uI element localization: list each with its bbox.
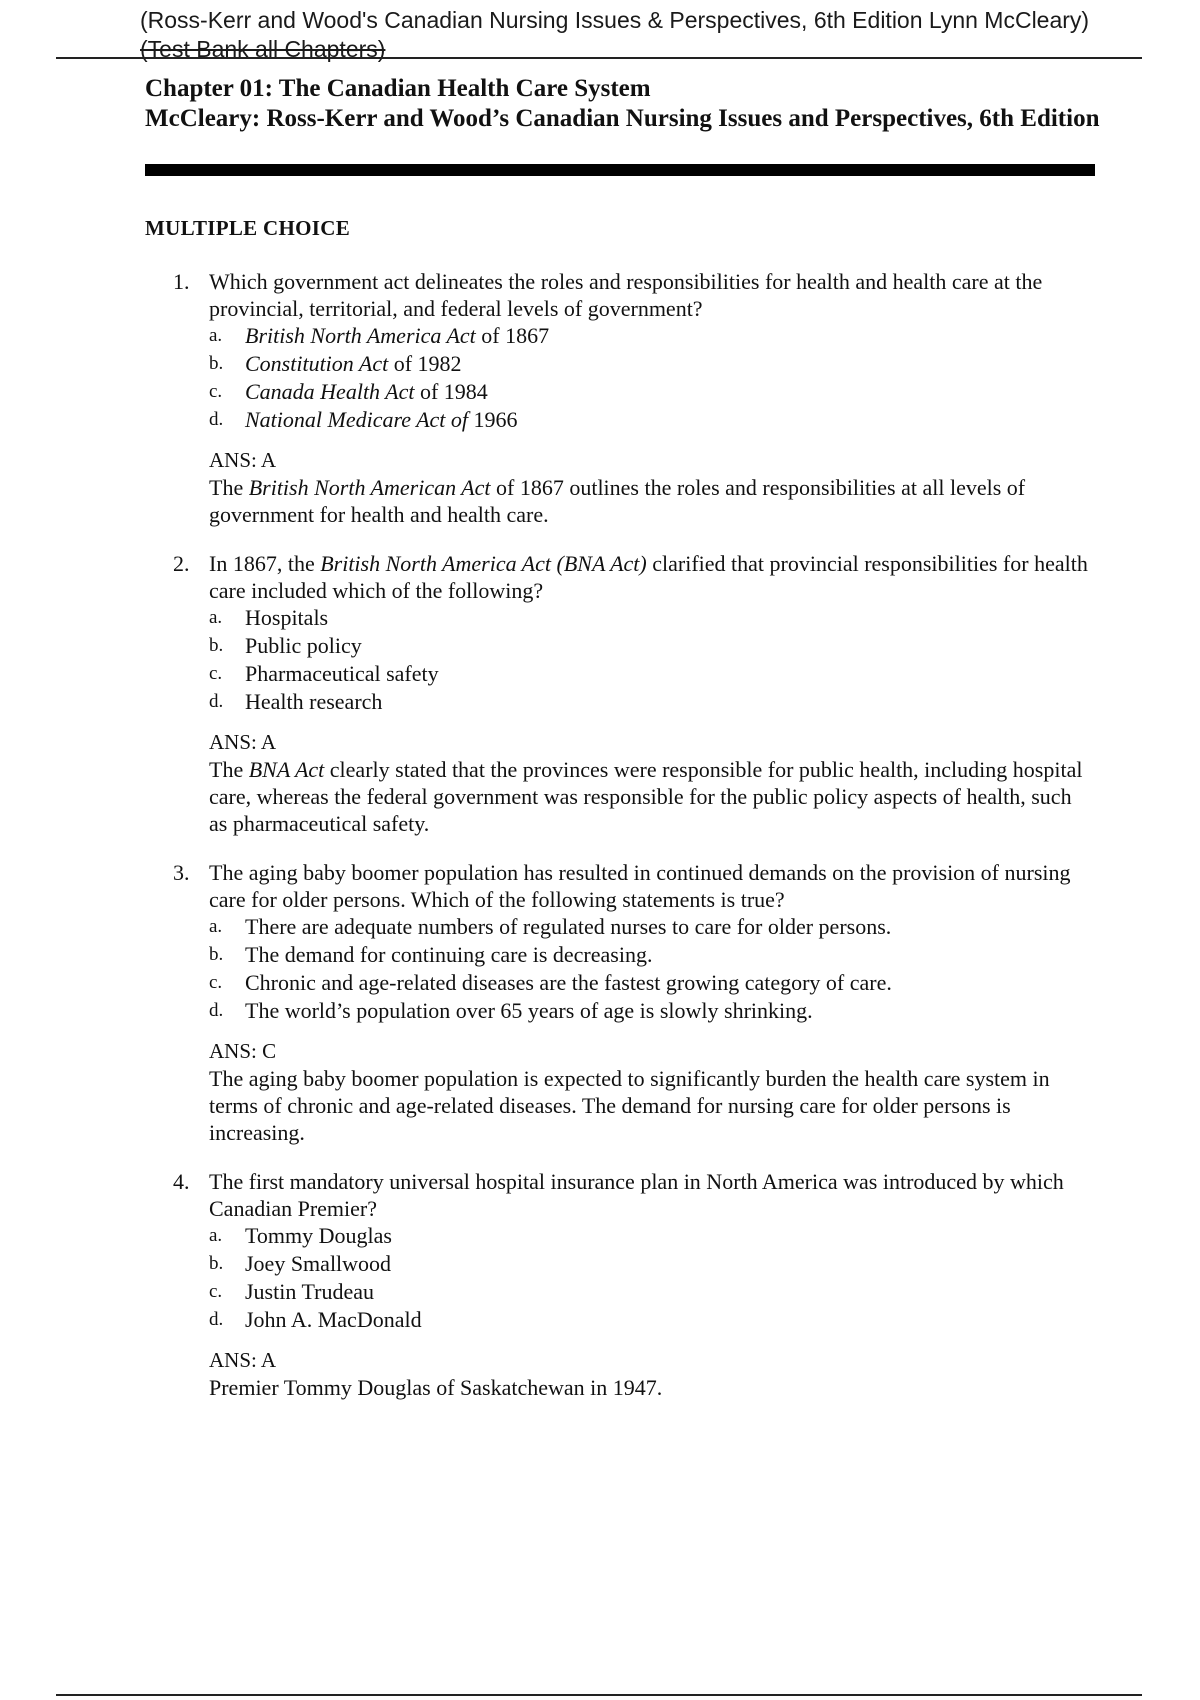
- rationale-text: The: [209, 757, 249, 782]
- chapter-divider: [145, 164, 1095, 176]
- rationale-text: The: [209, 475, 249, 500]
- option-b: [209, 350, 1200, 378]
- option-letter: b.: [209, 1253, 224, 1274]
- document-header: [140, 6, 1190, 64]
- option-letter: c.: [209, 663, 223, 684]
- header-title-line: (Ross-Kerr and Wood's Canadian Nursing Issues & Perspectives, 6th Edition Lynn McCleary): [140, 7, 1090, 33]
- option-c: [209, 1278, 1200, 1306]
- option-c: [209, 660, 1200, 688]
- question-text: [209, 550, 1089, 604]
- act-title: Constitution Act: [245, 351, 389, 376]
- answer-rationale: [209, 756, 1089, 837]
- option-letter: c.: [209, 1281, 223, 1302]
- chapter-subtitle: McCleary: Ross-Kerr and Wood’s Canadian Nursing Issues and Perspectives, 6th Edition: [145, 105, 1100, 132]
- footer-divider: [56, 1694, 1142, 1696]
- option-letter: a.: [209, 1225, 223, 1246]
- option-letter: a.: [209, 607, 223, 628]
- option-d: [209, 1306, 1200, 1334]
- act-year: of 1982: [388, 351, 462, 376]
- question-text-emphasis: British North America Act (BNA Act): [320, 551, 647, 576]
- question-number: 3.: [173, 860, 190, 885]
- option-text: There are adequate numbers of regulated nurses to care for older persons.: [245, 914, 892, 939]
- question-number: 4.: [173, 1169, 190, 1194]
- option-a: [209, 604, 1200, 632]
- question-list: [0, 268, 1200, 1423]
- option-text: Chronic and age-related diseases are the fastest growing category of care.: [245, 970, 892, 995]
- act-title: Canada Health Act: [245, 379, 415, 404]
- option-text: Joey Smallwood: [245, 1251, 392, 1276]
- option-a: [209, 1222, 1200, 1250]
- option-a: [209, 322, 1200, 350]
- option-letter: a.: [209, 916, 223, 937]
- chapter-heading: [145, 74, 1105, 134]
- option-c: [209, 378, 1200, 406]
- act-year: 1966: [468, 407, 518, 432]
- option-text: [245, 322, 549, 349]
- option-letter: b.: [209, 353, 224, 374]
- option-b: [209, 1250, 1200, 1278]
- option-d: [209, 997, 1200, 1025]
- question-4: [0, 1168, 1200, 1401]
- answer-label: ANS: A: [209, 448, 277, 472]
- answer-rationale: [209, 474, 1089, 528]
- option-letter: d.: [209, 1000, 224, 1021]
- rationale-emphasis: British North American Act: [248, 475, 491, 500]
- header-divider: [56, 57, 1142, 59]
- question-number: 1.: [173, 269, 190, 294]
- option-a: [209, 913, 1200, 941]
- option-text: Health research: [245, 689, 383, 714]
- option-text: [245, 406, 518, 433]
- question-text: The aging baby boomer population has resulted in continued demands on the provision of nursing care for older persons. Which of the following statements is true?: [209, 860, 1071, 912]
- question-text-part: clarified that provincial responsibilities for health care included which of the following?: [209, 551, 1088, 603]
- answer-rationale: The aging baby boomer population is expected to significantly burden the health care system in terms of chronic and age-related diseases. The demand for nursing care for older persons is increasing.: [209, 1066, 1050, 1145]
- option-text: [245, 350, 462, 377]
- act-title: British North America Act: [245, 323, 476, 348]
- option-d: [209, 406, 1200, 434]
- option-text: Justin Trudeau: [245, 1279, 374, 1304]
- option-letter: b.: [209, 635, 224, 656]
- question-number: 2.: [173, 551, 190, 576]
- section-title: MULTIPLE CHOICE: [145, 216, 351, 240]
- option-letter: d.: [209, 691, 224, 712]
- answer-label: ANS: C: [209, 1039, 277, 1063]
- option-letter: b.: [209, 944, 224, 965]
- rationale-emphasis: BNA Act: [248, 757, 325, 782]
- act-title: National Medicare Act of: [245, 407, 469, 432]
- option-text: Hospitals: [245, 605, 329, 630]
- option-text: The demand for continuing care is decreasing.: [245, 942, 653, 967]
- question-text: The first mandatory universal hospital insurance plan in North America was introduced by which Canadian Premier?: [209, 1169, 1064, 1221]
- option-b: [209, 941, 1200, 969]
- question-text-part: In 1867, the: [209, 551, 321, 576]
- option-d: [209, 688, 1200, 716]
- rationale-text: of 1867 outlines the roles and responsibilities at all levels of government for health and health care.: [209, 475, 1026, 527]
- rationale-text: clearly stated that the provinces were responsible for public health, including hospital care, whereas the federal government was responsible for the public policy aspects of health, such as pharmaceutical safety.: [209, 757, 1083, 836]
- option-letter: c.: [209, 381, 223, 402]
- answer-rationale: Premier Tommy Douglas of Saskatchewan in 1947.: [209, 1375, 663, 1400]
- chapter-title: Chapter 01: The Canadian Health Care System: [145, 75, 651, 102]
- header-subtitle-line: (Test Bank all Chapters): [140, 36, 386, 62]
- option-letter: d.: [209, 1309, 224, 1330]
- question-2: [0, 550, 1200, 837]
- option-text: Pharmaceutical safety: [245, 661, 439, 686]
- option-letter: a.: [209, 325, 223, 346]
- answer-label: ANS: A: [209, 1348, 277, 1372]
- question-text: Which government act delineates the roles and responsibilities for health and health care at the provincial, territorial, and federal levels of government?: [209, 269, 1043, 321]
- act-year: of 1984: [414, 379, 488, 404]
- question-3: [0, 859, 1200, 1146]
- option-c: [209, 969, 1200, 997]
- option-text: John A. MacDonald: [245, 1307, 422, 1332]
- option-text: Public policy: [245, 633, 362, 658]
- option-text: [245, 378, 488, 405]
- answer-label: ANS: A: [209, 730, 277, 754]
- option-text: The world’s population over 65 years of age is slowly shrinking.: [245, 998, 813, 1023]
- option-letter: c.: [209, 972, 223, 993]
- option-text: Tommy Douglas: [245, 1223, 392, 1248]
- option-b: [209, 632, 1200, 660]
- act-year: of 1867: [475, 323, 550, 348]
- question-1: [0, 268, 1200, 528]
- option-letter: d.: [209, 409, 224, 430]
